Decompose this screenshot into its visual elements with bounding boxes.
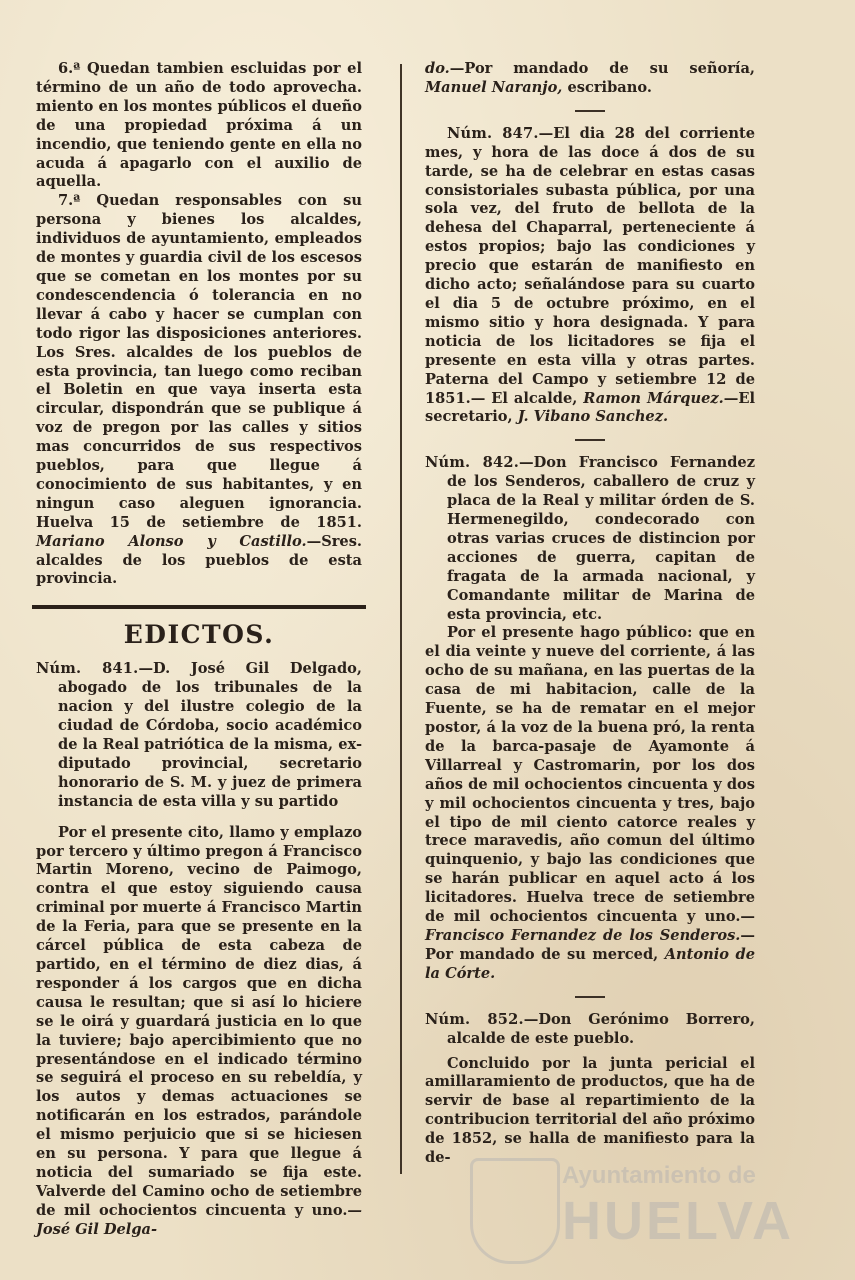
- watermark-line1: Ayuntamiento de: [562, 1162, 756, 1189]
- shield-icon: [470, 1158, 560, 1264]
- edict-842-name: Antonio de la Córte.: [425, 945, 755, 982]
- continuation-italic: do.: [425, 60, 450, 77]
- edict-842-title: —Don Francisco Fernandez de los Senderos, caballero de cruz y placa de la Real y militar órden de S. Hermenegildo, condecorado con otras varias cruces de distincion por acciones de guerra, capitan de fragata de la armada nacional, y Comandante militar de Marina de esta provincia, etc.: [447, 454, 756, 623]
- edict-842-mid: —Por mandado de su merced,: [425, 926, 755, 963]
- left-column: [36, 60, 362, 1240]
- edict-847: [425, 125, 755, 428]
- separator: [575, 996, 605, 998]
- edict-847-mid: —El secretario,: [425, 389, 755, 426]
- edict-842-number: Núm. 842.: [425, 454, 519, 472]
- edict-847-number: Núm. 847.: [447, 124, 539, 142]
- edict-852-body: Concluido por la junta pericial el amillaramiento de productos, que ha de servir de base al repartimiento de la contribucion territorial del año próximo de 1852, se halla de manifiesto para la de-: [425, 1054, 755, 1167]
- separator: [575, 110, 605, 112]
- edict-847-text: —El dia 28 del corriente mes, y hora de las doce á dos de su tarde, se ha de celebrar en estas casas consistoriales subasta pública, por una sola vez, del fruto de bellota de la dehesa del Chaparral, perteneciente á estos propios; bajo las condiciones y precio que estarán de manifiesto en dicho acto; señalándose para su cuarto el dia 5 de octubre próximo, en el mismo sitio y hora designada. Y para noticia de los licitadores se fija el presente en esta villa y otras partes. Paterna del Campo y setiembre 12 de 1851.— El alcalde,: [425, 124, 756, 407]
- edict-841-continuation: [425, 60, 755, 98]
- continuation-name: Manuel Naranjo,: [425, 78, 563, 96]
- spacer: [36, 812, 362, 824]
- edict-842-header: [425, 454, 755, 624]
- separator: [575, 439, 605, 441]
- section-rule: [32, 605, 366, 609]
- article-6: 6.ª Quedan tambien escluidas por el término de un año de todo aprovecha. miento en los montes públicos el dueño de una propiedad próxima á un incendio, que teniendo gente en ella no acuda á apagarlo con el auxilio de aquella.: [36, 60, 362, 191]
- edict-842-text: Por el presente hago público: que en el dia veinte y nueve del corriente, á las ocho de su mañana, en las puertas de la casa de mi habitacion, calle de la Fuente, se ha de rematar en el mejor postor, á la voz de la buena pró, la renta de la barca-pasaje de Ayamonte á Villarreal y Castromarin, por los dos años de mil ochocientos cincuenta y dos y mil ochocientos cincuenta y tres, bajo el tipo de mil ciento catorce reales y trece maravedis, año comun del último quinquenio, y bajo las condiciones que se harán publicar en aquel acto á los licitadores. Huelva trece de setiembre de mil ochocientos cincuenta y uno.—: [425, 624, 755, 926]
- edict-852-title: —Don Gerónimo Borrero, alcalde de este pueblo.: [447, 1010, 755, 1047]
- right-column: [425, 60, 755, 1168]
- edict-847-alcalde: Ramon Márquez.: [583, 389, 724, 407]
- edict-841-header: [36, 660, 362, 811]
- article-7: [36, 192, 362, 589]
- edict-842-body: [425, 624, 755, 983]
- article-7-text: 7.ª Quedan responsables con su persona y bienes los alcaldes, individuos de ayuntamiento, empleados de montes y guardia civil de los escesos que se cometan en los montes por su condescendencia ó tolerancia en no llevar á cabo y hacer se cumplan con todo rigor las disposiciones anteriores. Los Sres. alcaldes de los pueblos de esta provincia, tan luego como reciban el Boletin en que vaya inserta esta circular, dispondrán que se publique á voz de pregon por las calles y sitios mas concurridos de sus respectivos pueblos, para que llegue á conocimiento de sus habitantes, y en ningun caso aleguen ignorancia. Huelva 15 de setiembre de 1851.: [36, 192, 362, 531]
- continuation-role: escribano.: [567, 78, 652, 96]
- section-heading: EDICTOS.: [123, 620, 275, 650]
- archive-watermark: [470, 1150, 794, 1265]
- edict-841-text: Por el presente cito, llamo y emplazo por tercero y último pregon á Francisco Martin Moreno, vecino de Paimogo, contra el que estoy siguiendo causa criminal por muerte á Francisco Martin de la Feria, para que se presente en la cárcel pública de esta cabeza de partido, en el término de diez dias, á responder á los cargos que en dicha causa le resultan; que si así lo hiciere se le oirá y guardará justicia en lo que la tuviere; bajo apercibimiento que no presentándose en el indicado término se seguirá el proceso en su rebeldía, y los autos y demas actuaciones se notificarán en los estrados, parándole el mismo perjuicio que si se hiciesen en su persona. Y para que llegue á noticia del sumariado se fija este. Valverde del Camino ocho de setiembre de mil ochocientos cincuenta y uno.: [36, 823, 362, 1219]
- watermark-line2: HUELVA: [562, 1191, 794, 1251]
- edict-852-header: [425, 1011, 755, 1049]
- continuation-text: —Por mandado de su señoría,: [449, 60, 755, 77]
- edict-841-title: —D. José Gil Delgado, abogado de los tribunales de la nacion y del ilustre colegio de la ciudad de Córdoba, socio académico de la Real patriótica de la misma, ex-diputado provincial, secretario honorario de S. M. y juez de primera instancia de esta villa y su partido: [58, 660, 362, 810]
- edict-841-number: Núm. 841.: [36, 660, 139, 678]
- edict-841-body: [36, 824, 362, 1240]
- edict-842-signature: Francisco Fernandez de los Senderos.: [425, 926, 741, 944]
- article-7-signature: Mariano Alonso y Castillo.: [36, 532, 307, 550]
- column-divider: [400, 64, 402, 1174]
- edict-847-secretario: J. Vibano Sanchez.: [517, 408, 669, 426]
- article-7-addressees: —Sres. alcaldes de los pueblos de esta provincia.: [36, 532, 362, 588]
- edict-852-number: Núm. 852.: [425, 1010, 524, 1028]
- edict-841-signature: —José Gil Delga-: [36, 1201, 362, 1238]
